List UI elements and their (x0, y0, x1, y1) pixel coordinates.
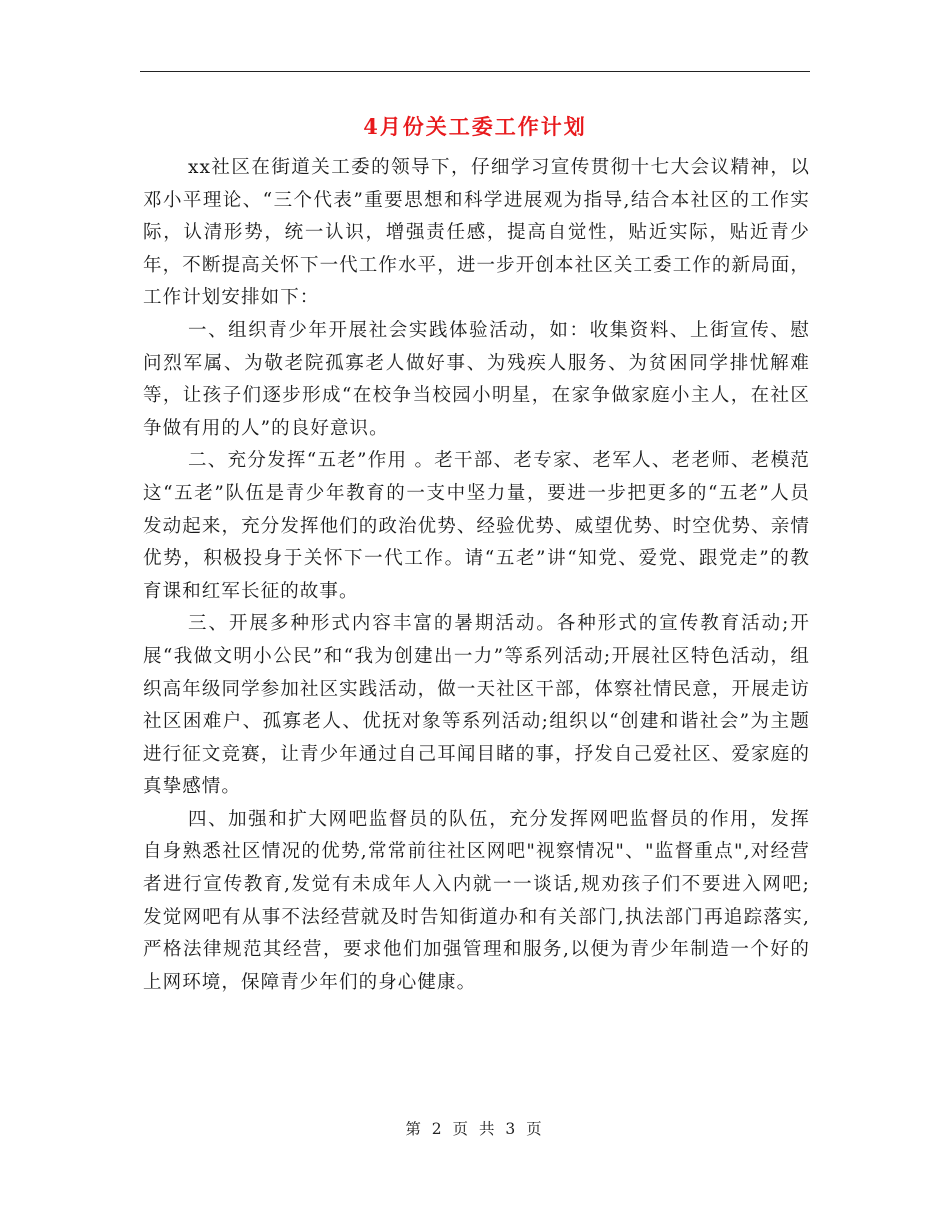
paragraph-item-3: 三、开展多种形式内容丰富的暑期活动。各种形式的宣传教育活动;开展“我做文明小公民”和“我为创建出一力”等系列活动;开展社区特色活动，组织高年级同学参加社区实践活动，做一天社区干部，体察社情民意，开展走访社区困难户、孤寡老人、优抚对象等系列活动;组织以“创建和谐社会”为主题进行征文竞赛，让青少年通过自己耳闻目睹的事，抒发自己爱社区、爱家庭的真挚感情。 (143, 613, 810, 798)
paragraph-item-1: 一、组织青少年开展社会实践体验活动，如：收集资料、上街宣传、慰问烈军属、为敬老院孤寡老人做好事、为残疾人服务、为贫困同学排忧解难等，让孩子们逐步形成“在校争当校园小明星，在家争做家庭小主人，在社区争做有用的人”的良好意识。 (143, 319, 810, 439)
page-number-footer: 第 2 页 共 3 页 (405, 1120, 545, 1138)
paragraph-item-4: 四、加强和扩大网吧监督员的队伍，充分发挥网吧监督员的作用，发挥自身熟悉社区情况的优势,常常前往社区网吧"视察情况"、"监督重点",对经营者进行宣传教育,发觉有未成年人入内就一一谈话,规劝孩子们不要进入网吧;发觉网吧有从事不法经营就及时告知街道办和有关部门,执法部门再追踪落实,严格法律规范其经营，要求他们加强管理和服务,以便为青少年制造一个好的上网环境，保障青少年们的身心健康。 (143, 808, 810, 993)
document-body (143, 152, 810, 999)
paragraph-intro: xx社区在街道关工委的领导下，仔细学习宣传贯彻十七大会议精神，以邓小平理论、“三个代表”重要思想和科学进展观为指导,结合本社区的工作实际，认清形势，统一认识，增强责任感，提高自觉性，贴近实际，贴近青少年，不断提高关怀下一代工作水平，进一步开创本社区关工委工作的新局面，工作计划安排如下： (143, 157, 810, 309)
header-rule (140, 71, 810, 72)
document-title: 4月份关工委工作计划 (363, 114, 587, 139)
paragraph-item-2: 二、充分发挥“五老”作用 。老干部、老专家、老军人、老老师、老模范这“五老”队伍是青少年教育的一支中坚力量，要进一步把更多的“五老”人员发动起来，充分发挥他们的政治优势、经验优势、威望优势、时空优势、亲情优势，积极投身于关怀下一代工作。请“五老”讲“知党、爱党、跟党走”的教育课和红军长征的故事。 (143, 450, 810, 602)
